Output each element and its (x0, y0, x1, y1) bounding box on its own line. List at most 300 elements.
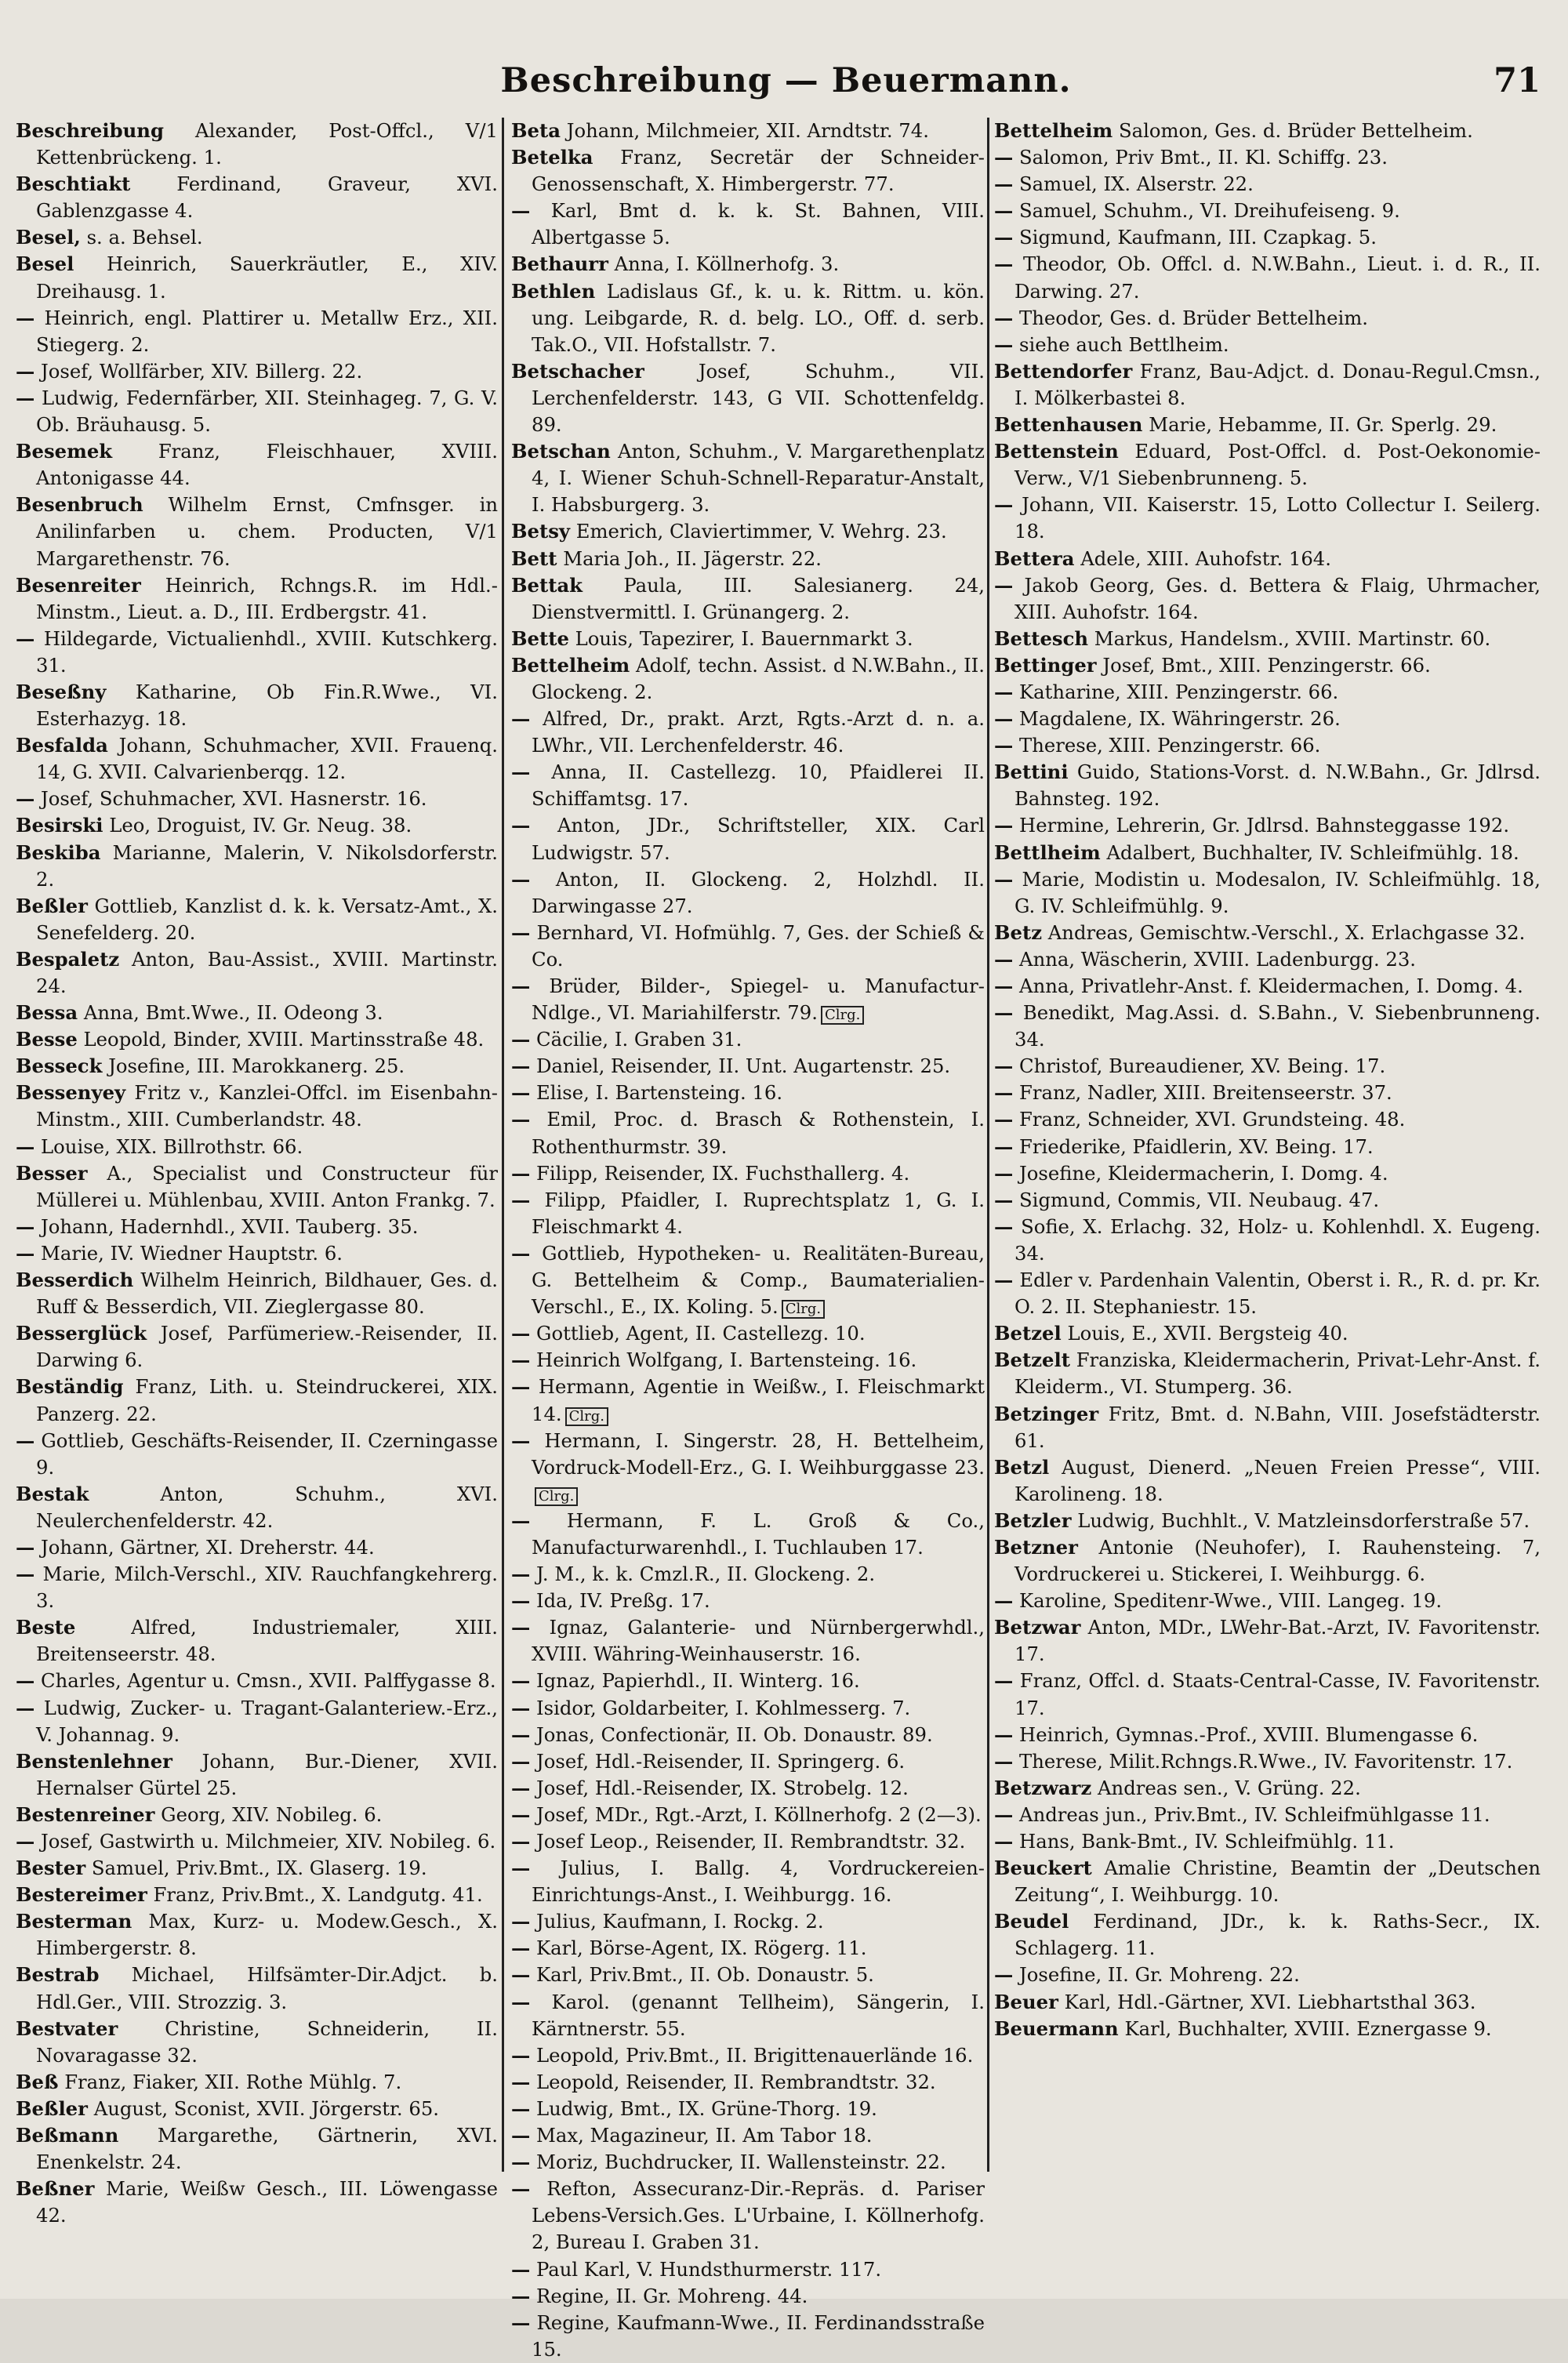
directory-entry (511, 2122, 985, 2149)
entry-surname: — (511, 760, 531, 784)
entry-surname: — (16, 787, 35, 811)
directory-entry (16, 358, 498, 385)
directory-entry (511, 1614, 985, 1668)
directory-entry (994, 1775, 1541, 1802)
clearing-badge: Clrg. (821, 1006, 864, 1025)
entry-details: Marie, Milch-Verschl., XIV. Rauchfangkehrerg. 3. (36, 1563, 498, 1613)
directory-entry (16, 572, 498, 626)
entry-details: Anna, Bmt.Wwe., II. Odeong 3. (83, 1001, 383, 1025)
entry-surname: — (994, 1722, 1014, 1746)
directory-entry (511, 438, 985, 518)
entry-surname: — (994, 734, 1014, 757)
entry-surname: — (511, 1375, 531, 1399)
directory-entry (511, 1240, 985, 1320)
entry-surname: — (511, 199, 531, 223)
entry-details: Salomon, Priv Bmt., II. Kl. Schiffg. 23. (1019, 146, 1388, 169)
entry-surname: Bettlheim (994, 840, 1101, 864)
directory-entry (994, 492, 1541, 545)
directory-entry (994, 1828, 1541, 1855)
entry-details: Franz, Lith. u. Steindruckerei, XIX. Panzerg. 22. (36, 1375, 498, 1425)
entry-surname: — (511, 975, 531, 997)
entry-surname: Beste (16, 1616, 76, 1639)
directory-entry (994, 1908, 1541, 1962)
directory-entry (994, 1722, 1541, 1748)
entry-details: Josef, Bmt., XIII. Penzingerstr. 66. (1102, 653, 1431, 677)
entry-surname: Bestak (16, 1482, 89, 1505)
entry-details: Marie, Hebamme, II. Gr. Sperlg. 29. (1149, 413, 1497, 437)
directory-entry (994, 144, 1541, 171)
entry-surname: — (511, 1669, 531, 1693)
entry-surname: — (511, 1589, 531, 1613)
entry-details: Andreas sen., V. Grüng. 22. (1098, 1776, 1361, 1799)
page-number: 71 (1494, 61, 1541, 100)
directory-entry (511, 812, 985, 866)
entry-surname: Beuer (994, 1990, 1058, 2013)
directory-entry (511, 1428, 985, 1508)
directory-entry (994, 1347, 1541, 1400)
entry-details: Andreas, Gemischtw.-Verschl., X. Erlachgasse 32. (1047, 920, 1526, 944)
entry-surname: — (16, 626, 35, 650)
entry-surname: Bettelheim (994, 119, 1113, 142)
entry-surname: — (994, 1214, 1014, 1238)
directory-entry (994, 358, 1541, 412)
entry-details: A., Specialist und Constructeur für Müllerei u. Mühlenbau, XVIII. Anton Frankg. 7. (36, 1161, 498, 1211)
directory-entry (994, 572, 1541, 626)
entry-surname: — (16, 1214, 35, 1238)
directory-entry (511, 2069, 985, 2096)
entry-details: Samuel, Schuhm., VI. Dreihufeiseng. 9. (1019, 199, 1400, 223)
entry-details: Gottlieb, Agent, II. Castellezg. 10. (536, 1322, 866, 1345)
entry-details: Brüder, Bilder-, Spiegel- u. Manufactur-Ndlge., VI. Mariahilferstr. 79. (532, 975, 985, 1025)
column-right (994, 118, 1541, 2187)
entry-surname: Bethaurr (511, 252, 608, 276)
entry-details: Franz, Nadler, XIII. Breitenseerstr. 37. (1019, 1081, 1392, 1105)
directory-entry (994, 1454, 1541, 1508)
entry-details: Ludwig, Zucker- u. Tragant-Galanteriew.-Erz., V. Johannag. 9. (36, 1696, 498, 1746)
entry-surname: Bester (16, 1857, 86, 1880)
entry-details: Max, Magazineur, II. Am Tabor 18. (536, 2124, 873, 2147)
directory-entry (511, 920, 985, 973)
entry-surname: — (994, 306, 1014, 329)
entry-surname: — (994, 1269, 1014, 1292)
entry-details: Johann, Gärtner, XI. Dreherstr. 44. (41, 1535, 375, 1559)
entry-details: Therese, XIII. Penzingerstr. 66. (1019, 734, 1321, 757)
directory-entry (994, 412, 1541, 438)
directory-entry (511, 1722, 985, 1748)
entry-surname: — (994, 680, 1014, 703)
entry-surname: — (994, 1802, 1014, 1826)
entry-details: Marie, Modistin u. Modesalon, IV. Schleifmühlg. 18, G. IV. Schleifmühlg. 9. (1014, 867, 1541, 917)
entry-details: Heinrich, engl. Plattirer u. Metallw Erz., XII. Stiegerg. 2. (36, 306, 498, 356)
entry-details: Josef, Schuhm., VII. Lerchenfelderstr. 143, G VII. Schottenfeldg. 89. (532, 359, 985, 437)
entry-details: Refton, Assecuranz-Dir.-Repräs. d. Pariser Lebens-Versich.Ges. L'Urbaine, I. Köllnerhofg. 2, Bureau I. Graben 31. (532, 2177, 985, 2254)
entry-surname: — (994, 814, 1014, 837)
entry-surname: Besirski (16, 814, 103, 837)
directory-entry (511, 144, 985, 198)
entry-details: Jonas, Confectionär, II. Ob. Donaustr. 89. (536, 1722, 933, 1746)
directory-entry (16, 2016, 498, 2069)
entry-details: Wilhelm Ernst, Cmfnsger. in Anilinfarben u. chem. Producten, V/1 Margarethenstr. 76. (36, 493, 498, 570)
directory-entry (511, 652, 985, 706)
entry-details: Ferdinand, JDr., k. k. Raths-Secr., IX. Schlagerg. 11. (1014, 1910, 1541, 1960)
entry-surname: — (511, 1990, 531, 2013)
directory-entry (994, 1320, 1541, 1347)
entry-details: Ignaz, Galanterie- und Nürnbergerwhdl., XVIII. Währing-Weinhauserstr. 16. (532, 1616, 985, 1666)
entry-details: Adolf, techn. Assist. d N.W.Bahn., II. Glockeng. 2. (532, 653, 985, 703)
entry-surname: Betz (994, 920, 1043, 944)
entry-details: Franz, Schneider, XVI. Grundsteing. 48. (1019, 1108, 1406, 1131)
entry-details: Hermine, Lehrerin, Gr. Jdlrsd. Bahnsteggasse 192. (1019, 814, 1510, 837)
column-middle (511, 118, 985, 2361)
entry-surname: — (511, 1188, 531, 1211)
directory-entry (511, 1320, 985, 1347)
directory-entry (16, 2096, 498, 2122)
entry-details: Georg, XIV. Nobileg. 6. (161, 1802, 383, 1826)
entry-surname: Bettenhausen (994, 413, 1143, 437)
entry-surname: — (511, 1696, 531, 1719)
entry-surname: — (994, 947, 1014, 971)
entry-surname: Besemek (16, 440, 113, 463)
entry-surname: Besserdich (16, 1269, 134, 1292)
directory-entry (511, 1748, 985, 1775)
entry-details: Josef, MDr., Rgt.-Arzt, I. Köllnerhofg. 2 (2—3). (536, 1802, 982, 1826)
entry-details: Hermann, I. Singerstr. 28, H. Bettelheim, Vordruck-Modell-Erz., G. I. Weihburggasse 23. (532, 1428, 985, 1479)
entry-surname: Bestvater (16, 2016, 118, 2040)
entry-details: Isidor, Goldarbeiter, I. Kohlmesserg. 7. (536, 1696, 911, 1719)
entry-details: Katharine, XIII. Penzingerstr. 66. (1019, 680, 1339, 703)
directory-entry (16, 946, 498, 1000)
entry-details: Josefine, II. Gr. Mohreng. 22. (1019, 1963, 1300, 1987)
directory-entry (16, 1320, 498, 1374)
entry-surname: — (511, 2070, 531, 2093)
entry-surname: Beskiba (16, 840, 101, 864)
entry-details: Gottlieb, Hypotheken- u. Realitäten-Bureau, G. Bettelheim & Comp., Baumaterialien-Verschl., E., IX. Koling. 5. (532, 1241, 985, 1319)
entry-details: Johann, Hadernhdl., XVII. Tauberg. 35. (41, 1214, 419, 1238)
entry-details: Ferdinand, Graveur, XVI. Gablenzgasse 4. (36, 172, 498, 223)
entry-surname: Betzner (994, 1535, 1078, 1559)
entry-details: Ludwig, Federnfärber, XII. Steinhageg. 7, G. V. Ob. Bräuhausg. 5. (36, 386, 498, 437)
entry-details: Hermann, F. L. Groß & Co., Manufacturwarenhdl., I. Tuchlauben 17. (532, 1508, 985, 1559)
entry-details: Josef Leop., Reisender, II. Rembrandtstr. 32. (536, 1830, 966, 1853)
entry-details: Josef, Wollfärber, XIV. Billerg. 22. (41, 359, 363, 383)
directory-entry (511, 626, 985, 652)
entry-details: Franz, Offcl. d. Staats-Central-Casse, IV. Favoritenstr. 17. (1014, 1669, 1541, 1719)
entry-details: Max, Kurz- u. Modew.Gesch., X. Himbergerstr. 8. (36, 1910, 498, 1960)
entry-details: Karl, Börse-Agent, IX. Rögerg. 11. (536, 1936, 867, 1960)
entry-details: Josefine, III. Marokkanerg. 25. (108, 1054, 405, 1078)
directory-entry (16, 1134, 498, 1160)
directory-entry (994, 332, 1541, 358)
entry-surname: Beßler (16, 2096, 88, 2120)
entry-details: Johann, Schuhmacher, XVII. Frauenq. 14, G. XVII. Calvarienberqg. 12. (36, 734, 498, 784)
entry-surname: Beuermann (994, 2016, 1119, 2040)
directory-entry (994, 1160, 1541, 1187)
entry-surname: Betelka (511, 146, 593, 169)
directory-entry (994, 251, 1541, 304)
entry-surname: — (16, 1535, 35, 1559)
directory-entry (994, 1855, 1541, 1908)
entry-surname: — (511, 1348, 531, 1372)
directory-entry (994, 1802, 1541, 1828)
entry-surname: — (994, 1054, 1014, 1078)
entry-details: Sofie, X. Erlachg. 32, Holz- u. Kohlenhdl. X. Eugeng. 34. (1014, 1214, 1541, 1265)
entry-details: Edler v. Pardenhain Valentin, Oberst i. R., R. d. pr. Kr. O. 2. II. Stephaniestr. 15. (1014, 1269, 1541, 1319)
directory-entry (16, 438, 498, 492)
entry-surname: — (511, 1028, 531, 1051)
entry-details: Karl, Buchhalter, XVIII. Eznergasse 9. (1124, 2016, 1492, 2040)
entry-surname: — (511, 707, 531, 731)
entry-surname: Besseck (16, 1054, 103, 1078)
entry-details: Franz, Secretär der Schneider-Genossenschaft, X. Himbergerstr. 77. (532, 146, 985, 196)
entry-details: Franz, Priv.Bmt., X. Landgutg. 41. (153, 1883, 483, 1907)
directory-entry (511, 2149, 985, 2176)
entry-details: Regine, II. Gr. Mohreng. 44. (536, 2284, 808, 2307)
directory-entry (994, 1401, 1541, 1454)
entry-surname: Beßner (16, 2177, 95, 2201)
entry-details: Wilhelm Heinrich, Bildhauer, Ges. d. Ruff & Besserdich, VII. Zieglergasse 80. (36, 1269, 498, 1319)
entry-surname: Beßler (16, 894, 88, 917)
directory-entry (511, 1026, 985, 1053)
entry-details: Anton, II. Glockeng. 2, Holzhdl. II. Darwingasse 27. (532, 867, 985, 917)
entry-surname: Besserglück (16, 1322, 147, 1345)
directory-entry (16, 1481, 498, 1534)
entry-details: Elise, I. Bartensteing. 16. (536, 1081, 783, 1105)
entry-surname: Bestereimer (16, 1883, 147, 1907)
entry-surname: — (994, 1081, 1014, 1105)
entry-surname: — (511, 1108, 531, 1131)
entry-surname: — (994, 975, 1014, 997)
directory-entry (16, 1428, 498, 1481)
entry-details: Anna, Wäscherin, XVIII. Ladenburgg. 23. (1019, 947, 1417, 971)
entry-surname: Benstenlehner (16, 1749, 172, 1773)
entry-surname: Beta (511, 119, 561, 142)
directory-entry (994, 1962, 1541, 1988)
entry-details: Franz, Fiaker, XII. Rothe Mühlg. 7. (64, 2070, 402, 2093)
page-header (31, 61, 1541, 108)
entry-surname: — (511, 1749, 531, 1773)
entry-surname: — (511, 2096, 531, 2120)
entry-details: Gottlieb, Kanzlist d. k. k. Versatz-Amt., X. Senefelderg. 20. (36, 894, 498, 944)
directory-entry (994, 706, 1541, 732)
entry-details: Amalie Christine, Beamtin der „Deutschen Zeitung“, I. Weihburgg. 10. (1014, 1857, 1541, 1907)
entry-details: Cäcilie, I. Graben 31. (536, 1028, 742, 1051)
entry-surname: Beuckert (994, 1857, 1092, 1880)
entry-details: Moriz, Buchdrucker, II. Wallensteinstr. 22. (536, 2151, 946, 2174)
directory-entry (16, 840, 498, 893)
entry-details: Antonie (Neuhofer), I. Rauhensteing. 7, Vordruckerei u. Stickerei, I. Weihburgg. 6. (1014, 1535, 1541, 1586)
clearing-badge: Clrg. (565, 1407, 608, 1426)
entry-surname: Besfalda (16, 734, 108, 757)
entry-surname: — (994, 199, 1014, 223)
entry-details: Filipp, Pfaidler, I. Ruprechtsplatz 1, G. I. Fleischmarkt 4. (532, 1188, 985, 1238)
entry-surname: Bettelheim (511, 653, 630, 677)
directory-entry (994, 1748, 1541, 1775)
directory-entry (16, 1026, 498, 1053)
directory-entry (994, 1080, 1541, 1106)
entry-surname: Betzwarz (994, 1776, 1092, 1799)
entry-details: Samuel, IX. Alserstr. 22. (1019, 172, 1254, 196)
entry-details: Paul Karl, V. Hundsthurmerstr. 117. (536, 2257, 882, 2281)
entry-details: Hildegarde, Victualienhdl., XVIII. Kutschkerg. 31. (36, 626, 498, 677)
directory-entry (511, 1187, 985, 1240)
entry-surname: Betzwar (994, 1616, 1081, 1639)
entry-surname: — (994, 1108, 1014, 1131)
entry-details: Anna, I. Köllnerhofg. 3. (614, 252, 840, 276)
entry-details: J. M., k. k. Cmzl.R., II. Glockeng. 2. (536, 1563, 876, 1586)
entry-details: Christine, Schneiderin, II. Novaragasse 32. (36, 2016, 498, 2067)
entry-details: Fritz, Bmt. d. N.Bahn, VIII. Josefstädterstr. 61. (1014, 1402, 1541, 1452)
entry-details: Markus, Handelsm., XVIII. Martinstr. 60. (1094, 626, 1491, 650)
entry-surname: — (511, 1428, 531, 1452)
directory-entry (16, 1882, 498, 1908)
entry-surname: — (994, 1830, 1014, 1853)
entry-surname: — (994, 172, 1014, 196)
directory-entry (994, 1588, 1541, 1614)
directory-entry (16, 1614, 498, 1668)
entry-surname: Beschtiakt (16, 172, 131, 196)
entry-details: Josef, Hdl.-Reisender, IX. Strobelg. 12. (536, 1776, 909, 1799)
directory-entry (16, 2122, 498, 2176)
directory-entry (511, 1106, 985, 1160)
entry-surname: — (511, 2177, 531, 2201)
directory-entry (994, 305, 1541, 332)
entry-surname: — (994, 226, 1014, 249)
entry-surname: — (511, 1616, 531, 1639)
directory-entry (511, 2310, 985, 2363)
directory-entry (511, 759, 985, 812)
entry-details: Alfred, Industriemaler, XIII. Breitenseerstr. 48. (36, 1616, 498, 1666)
directory-entry (16, 1080, 498, 1133)
directory-entry (994, 1267, 1541, 1320)
entry-surname: — (511, 1963, 531, 1987)
directory-entry (16, 305, 498, 358)
entry-surname: Besterman (16, 1910, 132, 1933)
entry-surname: — (994, 146, 1014, 169)
directory-entry (16, 1695, 498, 1748)
entry-details: Margarethe, Gärtnerin, XVI. Enenkelstr. 24. (36, 2124, 498, 2174)
entry-surname: — (994, 332, 1014, 356)
directory-entry (16, 1534, 498, 1561)
directory-entry (994, 866, 1541, 920)
directory-entry (511, 572, 985, 626)
directory-entry (511, 1989, 985, 2042)
entry-details: Eduard, Post-Offcl. d. Post-Oekonomie-Verw., V/1 Siebenbrunneng. 5. (1014, 440, 1541, 490)
entry-surname: Bettera (994, 546, 1075, 570)
entry-details: Heinrich, Rchngs.R. im Hdl.-Minstm., Lieut. a. D., III. Erdbergstr. 41. (36, 573, 498, 623)
directory-entry (16, 786, 498, 812)
directory-entry (994, 1134, 1541, 1160)
directory-entry (16, 171, 498, 224)
entry-surname: Bestrab (16, 1963, 100, 1987)
directory-entry (994, 1534, 1541, 1588)
directory-entry (994, 1614, 1541, 1668)
entry-surname: — (994, 1589, 1014, 1613)
entry-details: s. a. Behsel. (86, 226, 203, 249)
directory-entry (16, 1748, 498, 1802)
directory-entry (511, 546, 985, 572)
directory-entry (511, 1561, 985, 1588)
directory-entry (16, 1267, 498, 1320)
entry-surname: — (994, 493, 1014, 517)
entry-details: Jakob Georg, Ges. d. Bettera & Flaig, Uhrmacher, XIII. Auhofstr. 164. (1014, 573, 1541, 623)
entry-details: Alfred, Dr., prakt. Arzt, Rgts.-Arzt d. n. a. LWhr., VII. Lerchenfelderstr. 46. (532, 707, 985, 757)
directory-entry (511, 1828, 985, 1855)
entry-surname: Beudel (994, 1910, 1069, 1933)
entry-surname: Besenbruch (16, 493, 143, 517)
entry-surname: Betzler (994, 1508, 1072, 1532)
directory-entry (511, 198, 985, 251)
entry-surname: Bett (511, 546, 557, 570)
entry-details: Marie, Weißw Gesch., III. Löwengasse 42. (36, 2177, 498, 2227)
entry-surname: — (511, 1722, 531, 1746)
entry-surname: — (511, 2151, 531, 2174)
directory-entry (511, 2042, 985, 2069)
entry-surname: Besser (16, 1161, 88, 1185)
entry-surname: Besse (16, 1028, 78, 1051)
directory-entry (16, 893, 498, 946)
entry-surname: — (511, 1936, 531, 1960)
entry-surname: Beschreibung (16, 119, 164, 142)
entry-surname: — (511, 2257, 531, 2281)
column-rule (987, 118, 989, 2172)
directory-entry (994, 759, 1541, 812)
directory-entry (994, 840, 1541, 866)
directory-entry (511, 118, 985, 144)
entry-surname: Bettendorfer (994, 359, 1133, 383)
entry-details: Karl, Priv.Bmt., II. Ob. Donaustr. 5. (536, 1963, 874, 1987)
entry-surname: — (994, 1963, 1014, 1987)
directory-entry (511, 278, 985, 358)
clearing-badge: Clrg. (782, 1300, 825, 1319)
entry-details: Daniel, Reisender, II. Unt. Augartenstr. 25. (536, 1054, 951, 1078)
column-rule (502, 118, 504, 2172)
entry-details: Salomon, Ges. d. Brüder Bettelheim. (1118, 119, 1473, 142)
directory-entry (16, 118, 498, 171)
entry-details: Karl, Bmt d. k. k. St. Bahnen, VIII. Albertgasse 5. (532, 199, 985, 249)
directory-entry (994, 1187, 1541, 1214)
directory-entry (994, 118, 1541, 144)
entry-details: Louise, XIX. Billrothstr. 66. (41, 1134, 303, 1158)
entry-details: Franz, Bau-Adjct. d. Donau-Regul.Cmsn., I. Mölkerbastei 8. (1014, 359, 1541, 409)
entry-surname: — (511, 867, 531, 891)
entry-surname: — (511, 1802, 531, 1826)
entry-details: Ida, IV. Preßg. 17. (536, 1589, 710, 1613)
entry-surname: — (511, 2310, 531, 2334)
directory-entry (511, 1962, 985, 1988)
entry-details: Gottlieb, Geschäfts-Reisender, II. Czerningasse 9. (36, 1428, 498, 1479)
directory-entry (16, 2176, 498, 2229)
directory-entry (994, 171, 1541, 198)
entry-details: Benedikt, Mag.Assi. d. S.Bahn., V. Siebenbrunneng. 34. (1014, 1001, 1541, 1051)
entry-surname: — (511, 814, 531, 837)
entry-details: Ludwig, Bmt., IX. Grüne-Thorg. 19. (536, 2096, 877, 2120)
directory-entry (994, 2016, 1541, 2042)
entry-details: Karl, Hdl.-Gärtner, XVI. Liebhartsthal 363. (1064, 1990, 1476, 2013)
entry-surname: — (16, 1830, 35, 1853)
entry-surname: — (511, 920, 531, 944)
directory-entry (994, 626, 1541, 652)
directory-entry (16, 1668, 498, 1694)
entry-surname: — (511, 2284, 531, 2307)
entry-surname: — (511, 1081, 531, 1105)
entry-details: Ludwig, Buchhlt., V. Matzleinsdorferstraße 57. (1077, 1508, 1530, 1532)
entry-details: Anna, Privatlehr-Anst. f. Kleidermachen, I. Domg. 4. (1019, 975, 1523, 997)
entry-details: Heinrich, Gymnas.-Prof., XVIII. Blumengasse 6. (1019, 1722, 1479, 1746)
entry-surname: Betsy (511, 520, 571, 543)
entry-surname: — (16, 359, 35, 383)
entry-details: Christof, Bureaudiener, XV. Being. 17. (1019, 1054, 1386, 1078)
entry-details: Emil, Proc. d. Brasch & Rothenstein, I. Rothenthurmstr. 39. (532, 1108, 985, 1158)
